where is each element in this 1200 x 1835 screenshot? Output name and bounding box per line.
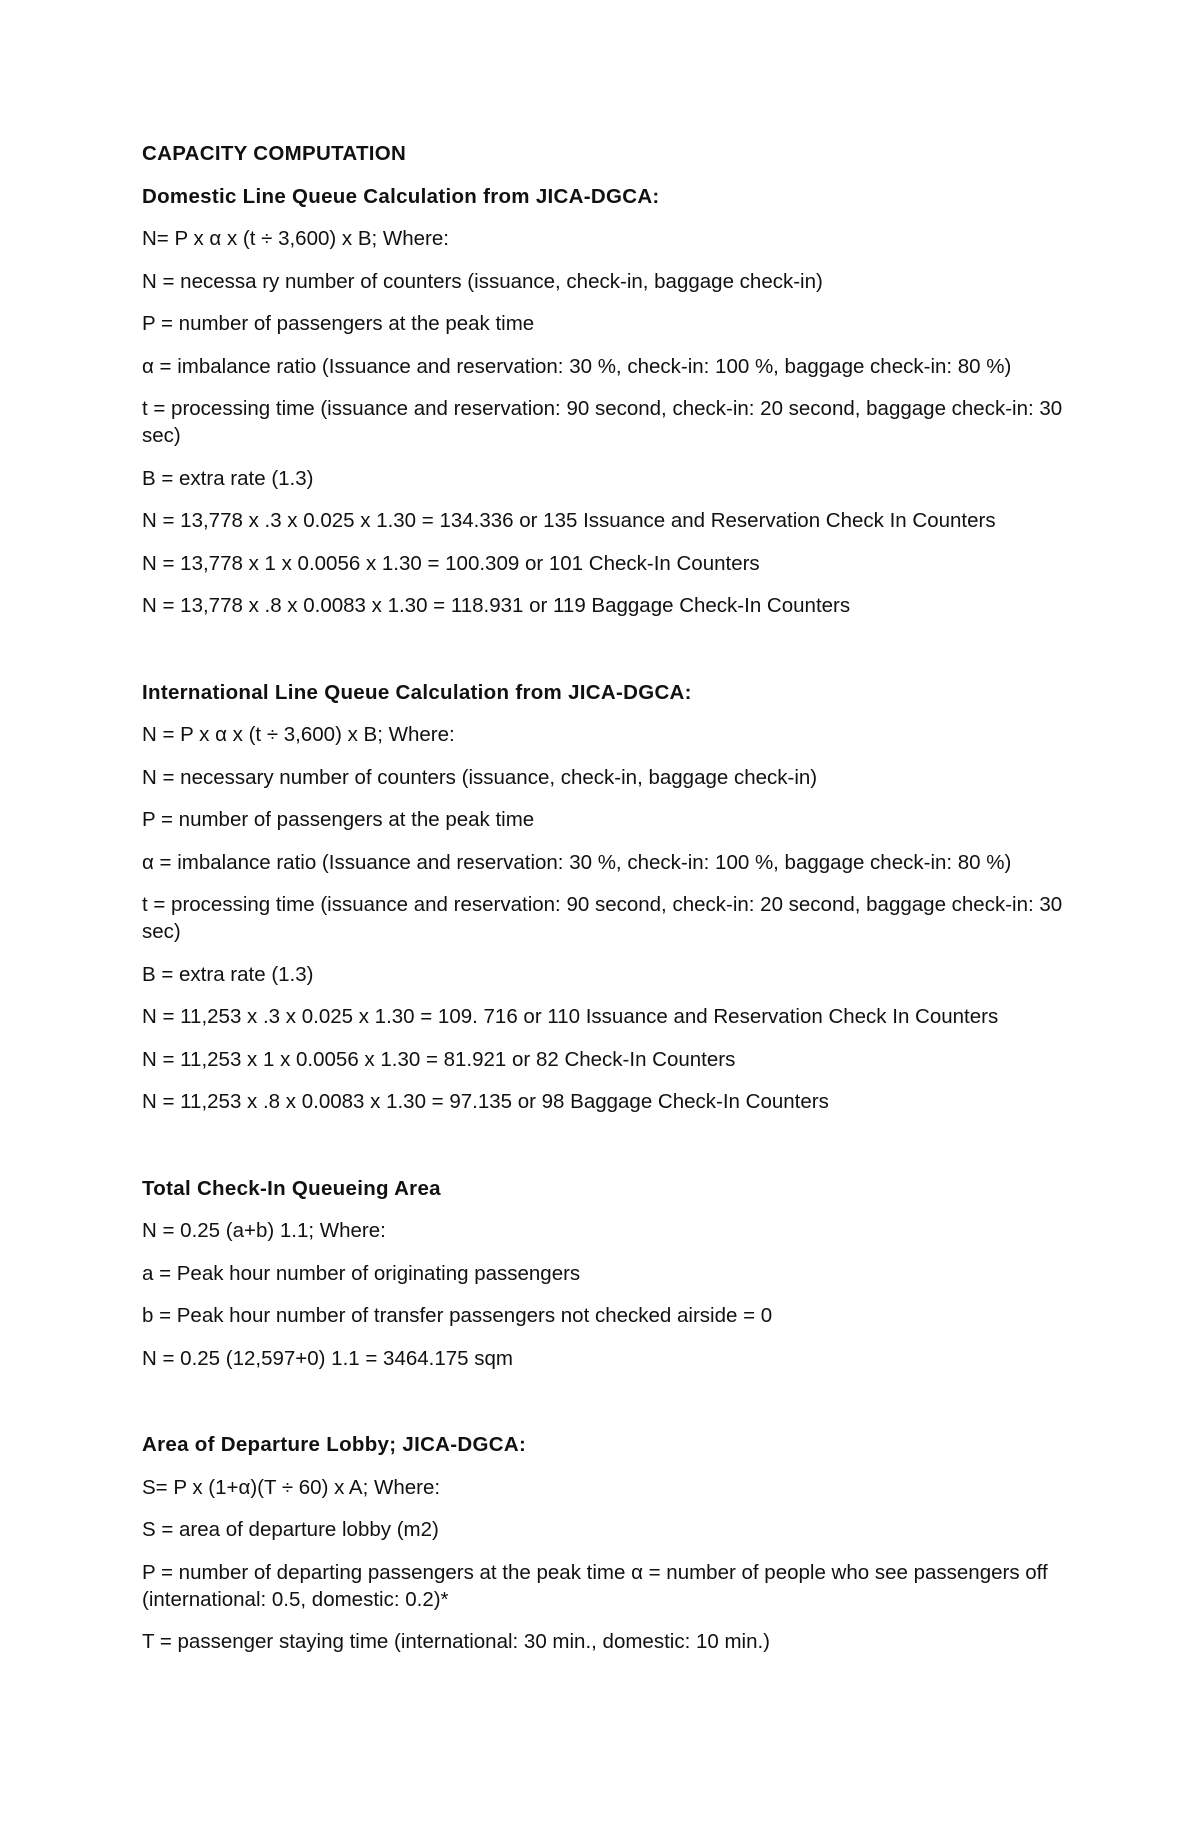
definition-line: P = number of passengers at the peak time: [142, 808, 535, 831]
formula-line: N = P x α x (t ÷ 3,600) x B; Where:: [142, 723, 455, 746]
definition-line: α = imbalance ratio (Issuance and reservation: 30 %, check-in: 100 %, baggage check-in: 80 %): [142, 354, 1012, 378]
section-spacer: [142, 635, 1072, 679]
calculation-line: N = 13,778 x .8 x 0.0083 x 1.30 = 118.931 or 119 Baggage Check-In Counters: [142, 594, 851, 617]
calculation-line: N = 11,253 x .3 x 0.025 x 1.30 = 109. 716 or 110 Issuance and Reservation Check In Counters: [142, 1005, 999, 1028]
calculation-line: N = 13,778 x 1 x 0.0056 x 1.30 = 100.309 or 101 Check-In Counters: [142, 551, 760, 575]
definition-line: t = processing time (issuance and reservation: 90 second, check-in: 20 second, baggage check-in: 30 sec): [142, 893, 1063, 943]
section-domestic: [142, 183, 1072, 620]
calculation-line: N = 11,253 x 1 x 0.0056 x 1.30 = 81.921 or 82 Check-In Counters: [142, 1047, 736, 1071]
section-international: [142, 679, 1072, 1116]
calculation-line: N = 0.25 (12,597+0) 1.1 = 3464.175 sqm: [142, 1346, 513, 1370]
definition-line: b = Peak hour number of transfer passengers not checked airside = 0: [142, 1304, 773, 1327]
formula-line: N = 0.25 (a+b) 1.1; Where:: [142, 1219, 386, 1242]
definition-line: T = passenger staying time (international: 30 min., domestic: 10 min.): [142, 1630, 771, 1653]
definition-line: N = necessa ry number of counters (issuance, check-in, baggage check-in): [142, 269, 823, 293]
definition-line: B = extra rate (1.3): [142, 466, 314, 490]
section-heading: Domestic Line Queue Calculation from JICA-DGCA:: [142, 184, 660, 208]
section-heading: Area of Departure Lobby; JICA-DGCA:: [142, 1433, 527, 1456]
document-page: [142, 140, 1072, 1671]
section-queueing-area: [142, 1175, 1072, 1372]
definition-line: α = imbalance ratio (Issuance and reservation: 30 %, check-in: 100 %, baggage check-in: 80 %): [142, 850, 1012, 874]
document-title: CAPACITY COMPUTATION: [142, 142, 407, 165]
section-spacer: [142, 1131, 1072, 1175]
section-heading: International Line Queue Calculation from JICA-DGCA:: [142, 680, 692, 704]
calculation-line: N = 13,778 x .3 x 0.025 x 1.30 = 134.336 or 135 Issuance and Reservation Check In Counters: [142, 509, 996, 532]
formula-line: S= P x (1+α)(T ÷ 60) x A; Where:: [142, 1475, 441, 1499]
definition-line: B = extra rate (1.3): [142, 962, 314, 986]
definition-line: P = number of departing passengers at the peak time α = number of people who see passengers off (international: 0.5, domestic: 0.2)*: [142, 1560, 1048, 1611]
definition-line: a = Peak hour number of originating passengers: [142, 1261, 581, 1285]
section-heading: Total Check-In Queueing Area: [142, 1176, 441, 1200]
calculation-line: N = 11,253 x .8 x 0.0083 x 1.30 = 97.135 or 98 Baggage Check-In Counters: [142, 1090, 829, 1113]
definition-line: t = processing time (issuance and reservation: 90 second, check-in: 20 second, baggage check-in: 30 sec): [142, 397, 1063, 447]
formula-line: N= P x α x (t ÷ 3,600) x B; Where:: [142, 227, 449, 250]
section-departure-lobby: [142, 1431, 1072, 1655]
definition-line: P = number of passengers at the peak time: [142, 312, 535, 335]
section-spacer: [142, 1387, 1072, 1431]
definition-line: S = area of departure lobby (m2): [142, 1518, 439, 1541]
definition-line: N = necessary number of counters (issuance, check-in, baggage check-in): [142, 765, 818, 789]
